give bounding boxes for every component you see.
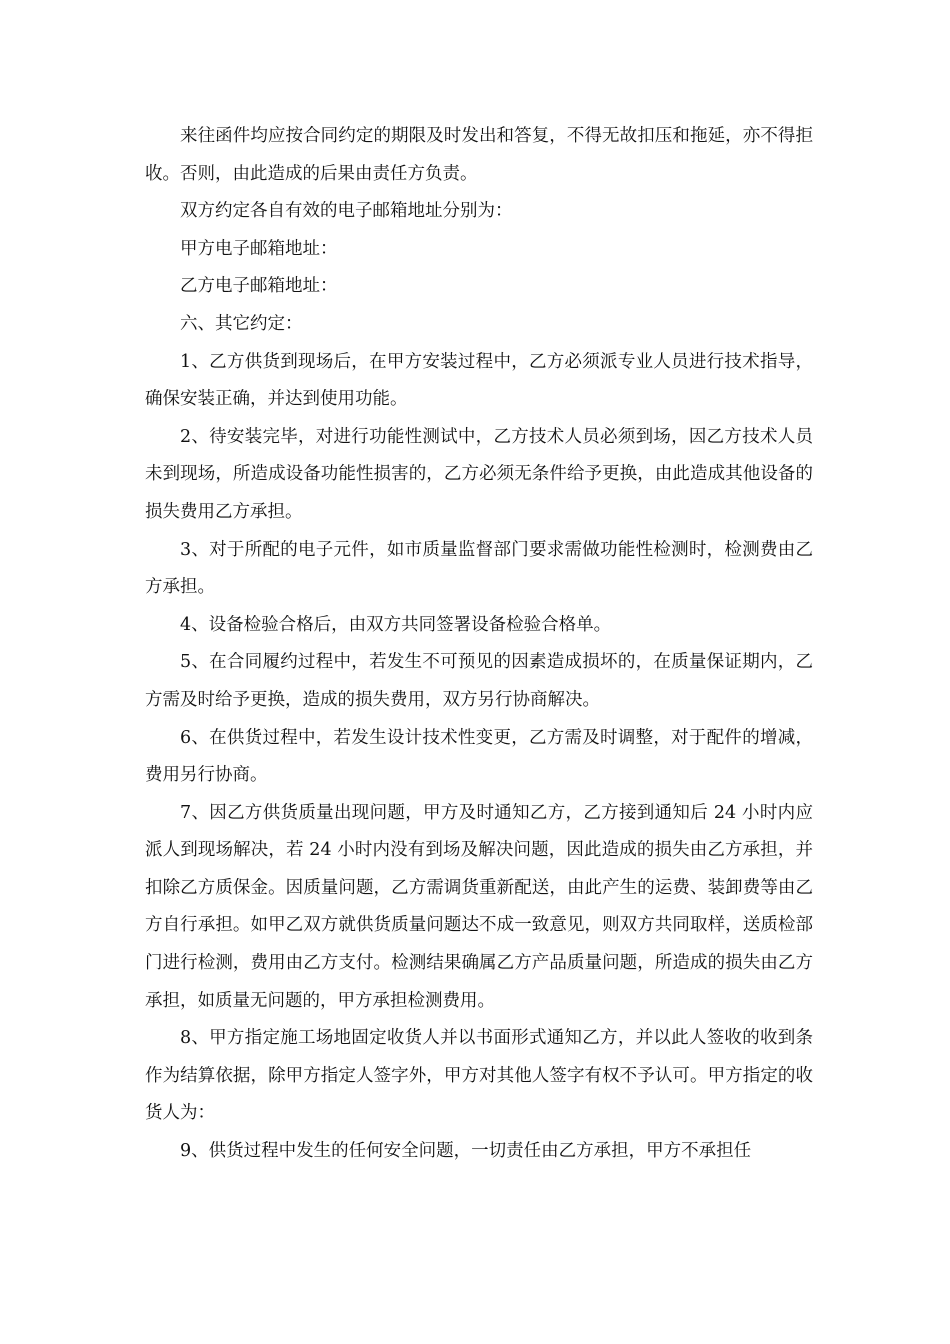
document-body <box>145 118 813 1171</box>
clause-9: 9、供货过程中发生的任何安全问题，一切责任由乙方承担，甲方不承担任 <box>180 1141 752 1162</box>
clause-7: 7、因乙方供货质量出现问题，甲方及时通知乙方，乙方接到通知后 24 小时内应派人到现场解决，若 24 小时内没有到场及解决问题，因此造成的损失由乙方承担，并扣除乙方质保金。因质量问题，乙方需调货重新配送，由此产生的运费、装卸费等由乙方自行承担。如甲乙双方就供货质量问题达不成一致意见，则双方共同取样，送质检部门进行检测，费用由乙方支付。检测结果确属乙方产品质量问题，所造成的损失由乙方承担，如质量无问题的，甲方承担检测费用。 <box>145 802 813 1011</box>
section-heading-other-terms: 六、其它约定： <box>180 313 303 334</box>
clause-5: 5、在合同履约过程中，若发生不可预见的因素造成损坏的，在质量保证期内，乙方需及时给予更换，造成的损失费用，双方另行协商解决。 <box>145 652 813 710</box>
clause-2: 2、待安装完毕，对进行功能性测试中，乙方技术人员必须到场，因乙方技术人员未到现场，所造成设备功能性损害的，乙方必须无条件给予更换，由此造成其他设备的损失费用乙方承担。 <box>145 426 813 522</box>
paragraph-party-b-email: 乙方电子邮箱地址： <box>180 276 338 297</box>
paragraph-email-agreement: 双方约定各自有效的电子邮箱地址分别为： <box>180 201 513 222</box>
clause-4: 4、设备检验合格后，由双方共同签署设备检验合格单。 <box>180 614 612 635</box>
clause-6: 6、在供货过程中，若发生设计技术性变更，乙方需及时调整，对于配件的增减，费用另行协商。 <box>145 727 813 786</box>
paragraph-party-a-email: 甲方电子邮箱地址： <box>180 238 338 259</box>
clause-1: 1、乙方供货到现场后，在甲方安装过程中，乙方必须派专业人员进行技术指导，确保安装正确，并达到使用功能。 <box>145 351 813 410</box>
paragraph-correspondence: 来往函件均应按合同约定的期限及时发出和答复，不得无故扣压和拖延，亦不得拒收。否则，由此造成的后果由责任方负责。 <box>145 126 813 184</box>
clause-3: 3、对于所配的电子元件，如市质量监督部门要求需做功能性检测时，检测费由乙方承担。 <box>145 539 813 598</box>
clause-8: 8、甲方指定施工场地固定收货人并以书面形式通知乙方，并以此人签收的收到条作为结算依据，除甲方指定人签字外，甲方对其他人签字有权不予认可。甲方指定的收货人为： <box>145 1028 813 1124</box>
